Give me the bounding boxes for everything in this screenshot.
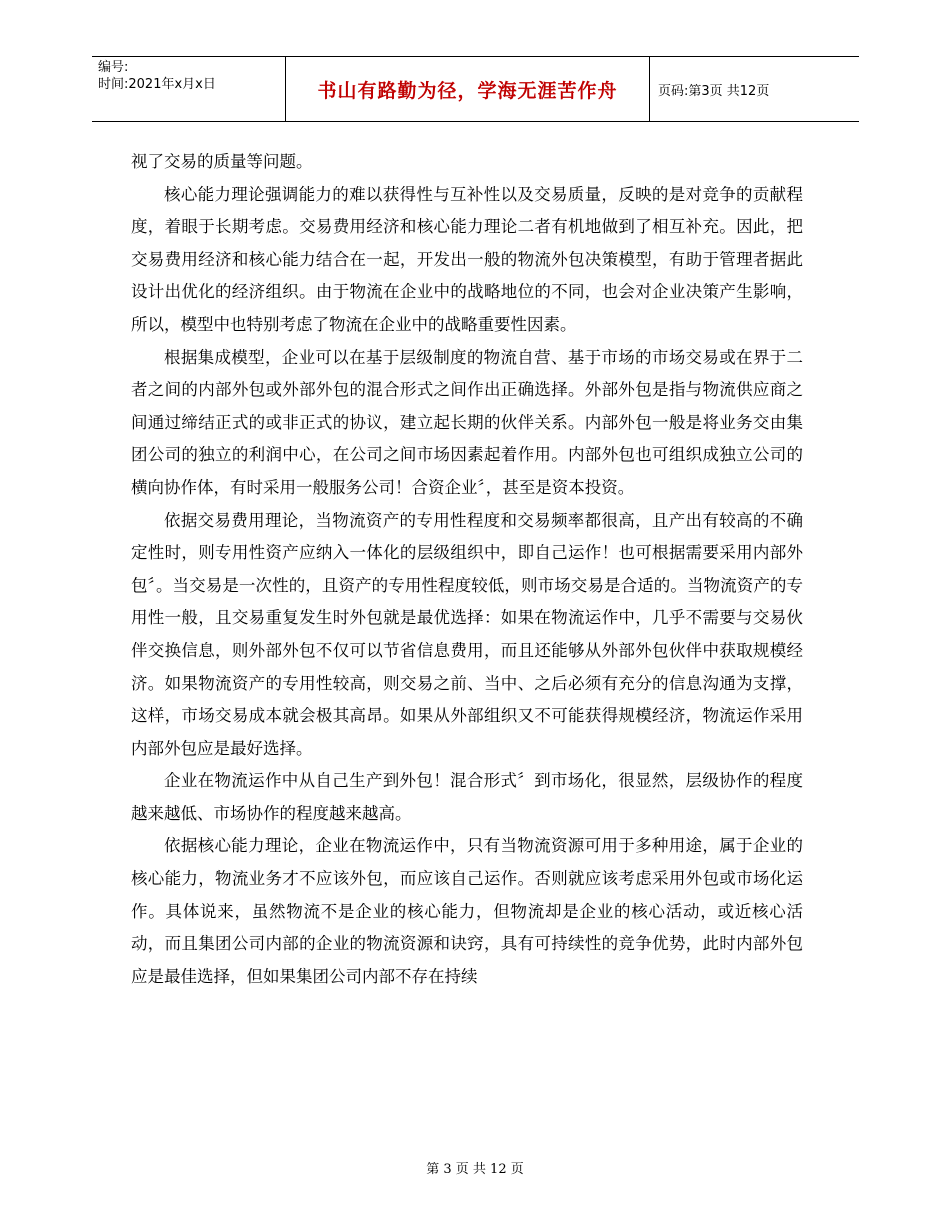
header-meta [92,57,286,121]
header-motto: 书山有路勤为径，学海无涯苦作舟 [286,57,650,121]
number-label: 编号: [98,60,129,75]
paragraph: 核心能力理论强调能力的难以获得性与互补性以及交易质量，反映的是对竞争的贡献程度，着眼于长期考虑。交易费用经济和核心能力理论二者有机地做到了相互补充。因此，把交易费用经济和核心能力结合在一起，开发出一般的物流外包决策模型，有助于管理者据此设计出优化的经济组织。由于物流在企业中的战略地位的不同，也会对企业决策产生影响，所以，模型中也特别考虑了物流在企业中的战略重要性因素。 [131,184,803,334]
time-label: 时间:2021年x月x日 [98,77,216,92]
page-footer: 第 3 页 共 12 页 [426,1162,524,1177]
document-body [131,146,803,993]
paragraph: 依据核心能力理论，企业在物流运作中，只有当物流资源可用于多种用途，属于企业的核心能力，物流业务才不应该外包，而应该自己运作。否则就应该考虑采用外包或市场化运作。具体说来，虽然物流不是企业的核心能力，但物流却是企业的核心活动，或近核心活动，而且集团公司内部的企业的物流资源和诀窍，具有可持续性的竞争优势，此时内部外包应是最佳选择，但如果集团公司内部不存在持续 [131,836,803,986]
paragraph: 企业在物流运作中从自己生产到外包！混合形式〞到市场化，很显然，层级协作的程度越来越低、市场协作的程度越来越高。 [131,771,803,823]
header-page-info: 页码:第3页 共12页 [658,83,770,99]
paragraph: 根据集成模型，企业可以在基于层级制度的物流自营、基于市场的市场交易或在界于二者之间的内部外包或外部外包的混合形式之间作出正确选择。外部外包是指与物流供应商之间通过缔结正式的或非正式的协议，建立起长期的伙伴关系。内部外包一般是将业务交由集团公司的独立的利润中心，在公司之间市场因素起着作用。内部外包也可组织成独立公司的横向协作体，有时采用一般服务公司！合资企业〞，甚至是资本投资。 [131,347,803,497]
paragraph-continuation: 视了交易的质量等问题。 [131,152,313,171]
page-header [92,56,859,122]
paragraph: 依据交易费用理论，当物流资产的专用性程度和交易频率都很高，且产出有较高的不确定性时，则专用性资产应纳入一体化的层级组织中，即自己运作！也可根据需要采用内部外包〞。当交易是一次性的，且资产的专用性程度较低，则市场交易是合适的。当物流资产的专用性一般，且交易重复发生时外包就是最优选择：如果在物流运作中，几乎不需要与交易伙伴交换信息，则外部外包不仅可以节省信息费用，而且还能够从外部外包伙伴中获取规模经济。如果物流资产的专用性较高，则交易之前、当中、之后必须有充分的信息沟通为支撑，这样，市场交易成本就会极其高昂。如果从外部组织又不可能获得规模经济，物流运作采用内部外包应是最好选择。 [131,510,803,758]
